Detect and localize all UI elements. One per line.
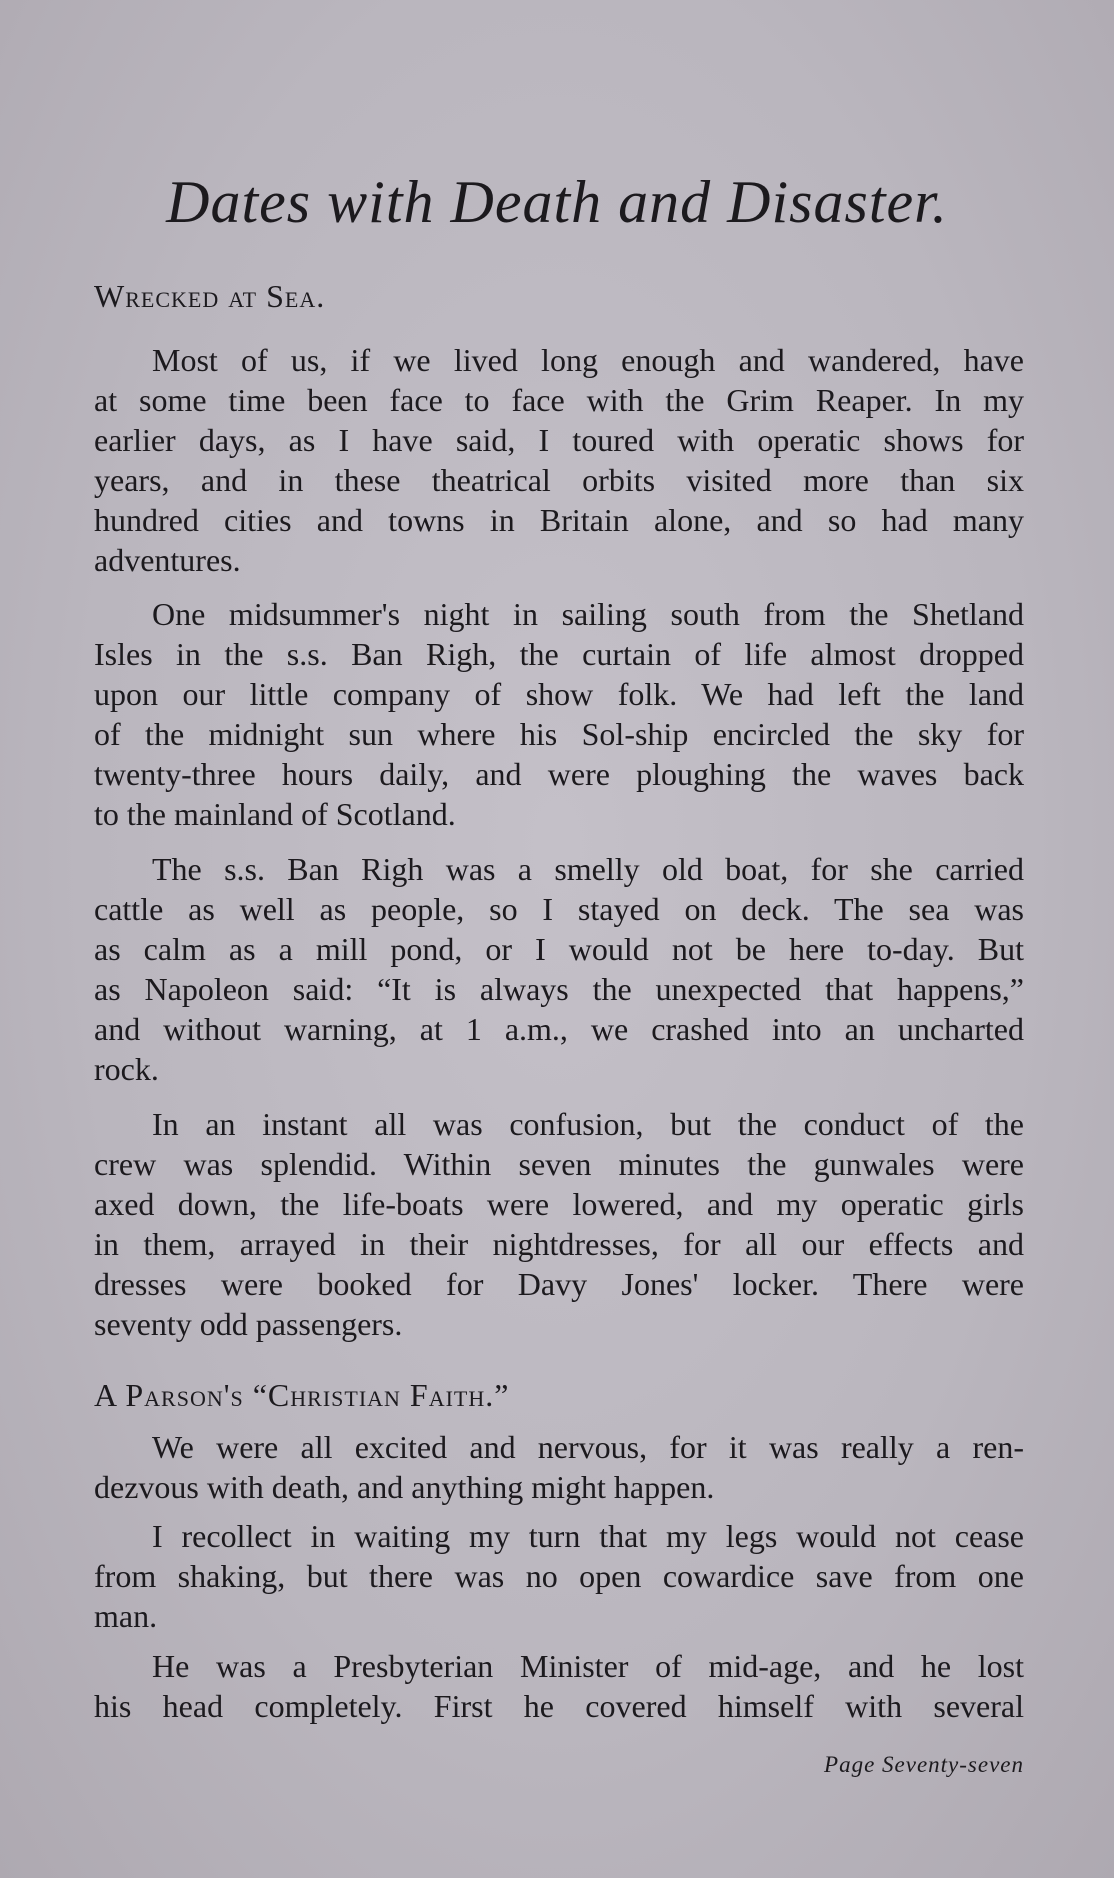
text-line: in them, arrayed in their nightdresses, for all our effects and [94, 1226, 1024, 1262]
text-line: as Napoleon said: “It is always the unexpected that happens,” [94, 971, 1024, 1007]
page-number-footer: Page Seventy-seven [824, 1752, 1024, 1777]
text-line: cattle as well as people, so I stayed on deck. The sea was [94, 891, 1024, 927]
text-line: axed down, the life-boats were lowered, and my operatic girls [94, 1186, 1024, 1222]
text-line: In an instant all was confusion, but the conduct of the [152, 1106, 1024, 1142]
text-line: crew was splendid. Within seven minutes the gunwales were [94, 1146, 1024, 1182]
text-line: twenty-three hours daily, and were ploughing the waves back [94, 756, 1024, 792]
text-line: Most of us, if we lived long enough and wandered, have [152, 342, 1024, 378]
text-line: The s.s. Ban Righ was a smelly old boat, for she carried [152, 851, 1024, 887]
paragraph [94, 1646, 1024, 1726]
text-line: Isles in the s.s. Ban Righ, the curtain of life almost dropped [94, 636, 1024, 672]
text-line: his head completely. First he covered himself with several [94, 1688, 1024, 1724]
text-line: to the mainland of Scotland. [94, 796, 456, 832]
text-line: hundred cities and towns in Britain alone, and so had many [94, 502, 1024, 538]
text-line: He was a Presbyterian Minister of mid-age, and he lost [152, 1648, 1024, 1684]
text-line: years, and in these theatrical orbits visited more than six [94, 462, 1024, 498]
section-heading-wrecked-at-sea: Wrecked at Sea. [94, 278, 326, 314]
text-line: from shaking, but there was no open cowardice save from one [94, 1558, 1024, 1594]
text-line: I recollect in waiting my turn that my legs would not cease [152, 1518, 1024, 1554]
text-line: dresses were booked for Davy Jones' locker. There were [94, 1266, 1024, 1302]
text-line: upon our little company of show folk. We had left the land [94, 676, 1024, 712]
section-heading-parsons-faith: A Parson's “Christian Faith.” [94, 1377, 510, 1413]
paragraph [94, 1427, 1024, 1507]
paragraph [94, 594, 1024, 834]
text-line: adventures. [94, 542, 241, 578]
paragraph [94, 1516, 1024, 1636]
text-line: earlier days, as I have said, I toured with operatic shows for [94, 422, 1024, 458]
text-line: man. [94, 1598, 158, 1634]
text-line: One midsummer's night in sailing south from the Shetland [152, 596, 1024, 632]
text-line: We were all excited and nervous, for it was really a ren- [152, 1429, 1024, 1465]
text-line: at some time been face to face with the Grim Reaper. In my [94, 382, 1024, 418]
page-title: Dates with Death and Disaster. [166, 169, 948, 235]
text-line: rock. [94, 1051, 159, 1087]
text-line: dezvous with death, and anything might happen. [94, 1469, 715, 1505]
paragraph [94, 849, 1024, 1089]
paragraph [94, 1104, 1024, 1344]
text-line: and without warning, at 1 a.m., we crashed into an uncharted [94, 1011, 1024, 1047]
text-line: as calm as a mill pond, or I would not be here to-day. But [94, 931, 1024, 967]
text-line: of the midnight sun where his Sol-ship encircled the sky for [94, 716, 1024, 752]
text-line: seventy odd passengers. [94, 1306, 403, 1342]
paragraph [94, 340, 1024, 580]
